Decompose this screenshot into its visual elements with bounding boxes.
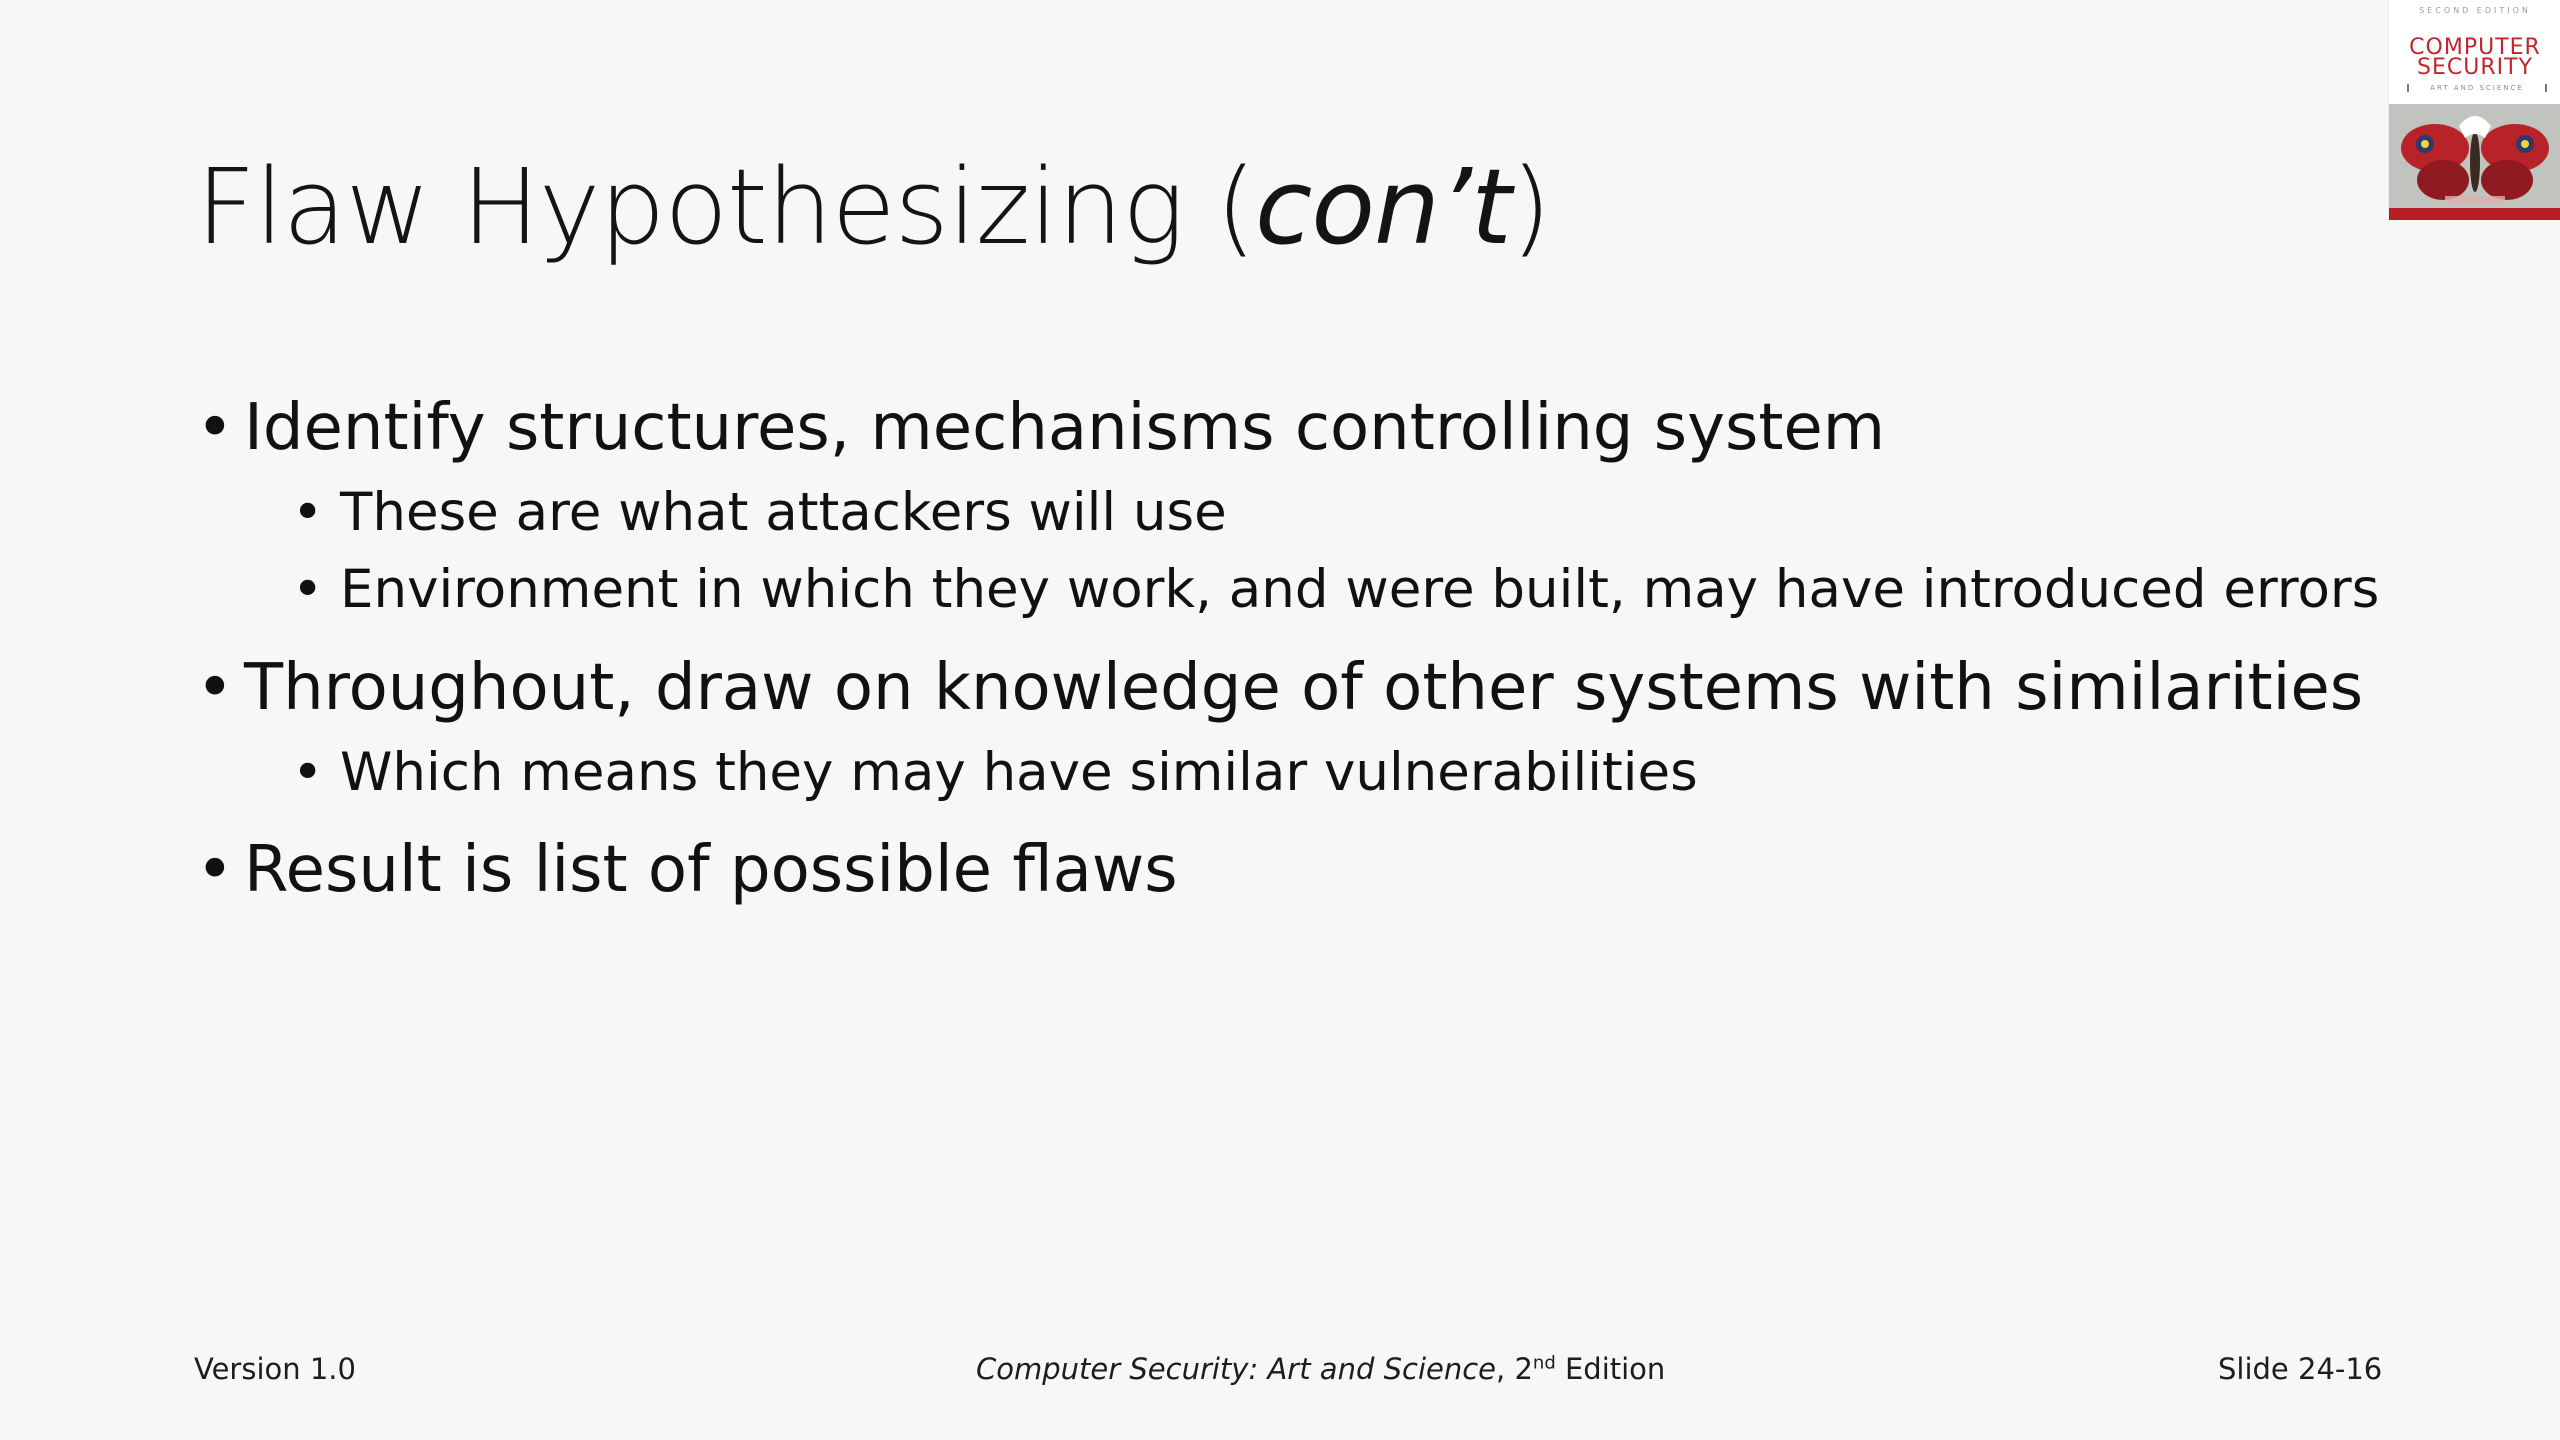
- butterfly-image: [2389, 104, 2560, 220]
- footer-comma: ,: [1496, 1352, 1515, 1386]
- bullet-item-3: [196, 832, 2446, 909]
- book-cover-subtitle: ART AND SCIENCE: [2407, 84, 2547, 92]
- sub-bullet-dot: •: [292, 481, 324, 543]
- bullet-item-1: [196, 390, 2446, 467]
- sub-bullet-dot: •: [292, 559, 324, 621]
- footer-book-title: [976, 1352, 1665, 1386]
- bullet-dot: •: [196, 833, 234, 908]
- book-cover-image: [2388, 0, 2560, 220]
- sub-bullet-item-1-1: [196, 481, 2446, 545]
- bullet-text: Result is list of possible flaws: [244, 833, 1178, 908]
- title-main: Flaw Hypothesizing (: [196, 146, 1256, 268]
- footer-edition-num: 2: [1514, 1352, 1533, 1386]
- footer-edition-sup: nd: [1532, 1352, 1556, 1374]
- bullet-dot: •: [196, 391, 234, 465]
- bullet-dot: •: [196, 650, 234, 725]
- bullet-text: Throughout, draw on knowledge of other systems with similarities: [244, 650, 2364, 725]
- bullet-text: Identify structures, mechanisms controlling system: [244, 391, 1886, 465]
- title-italic: con’t: [1255, 146, 1511, 268]
- footer-version: Version 1.0: [194, 1352, 356, 1386]
- footer-slide-number: Slide 24-16: [2218, 1352, 2383, 1386]
- slide-title: [196, 146, 1551, 268]
- sub-bullet-dot: •: [292, 741, 324, 803]
- book-cover-edition: SECOND EDITION: [2419, 6, 2531, 15]
- footer-book-title-italic: Computer Security: Art and Science: [976, 1352, 1497, 1386]
- bullet-item-2: [196, 650, 2446, 727]
- sub-bullet-text: Which means they may have similar vulnerabilities: [340, 741, 1698, 803]
- sub-bullet-text: These are what attackers will use: [340, 481, 1227, 543]
- book-cover-title-line2: SECURITY: [2417, 55, 2533, 80]
- book-cover-title: [2389, 35, 2560, 80]
- sub-bullet-item-2-1: [196, 741, 2446, 805]
- book-cover-title-line1: COMPUTER: [2409, 35, 2541, 60]
- bullet-list: [196, 390, 2446, 909]
- footer-edition-word: Edition: [1555, 1352, 1666, 1386]
- title-close: ): [1510, 146, 1551, 268]
- sub-bullet-text: Environment in which they work, and were built, may have introduced errors: [340, 559, 2380, 621]
- sub-bullet-item-1-2: [196, 558, 2446, 622]
